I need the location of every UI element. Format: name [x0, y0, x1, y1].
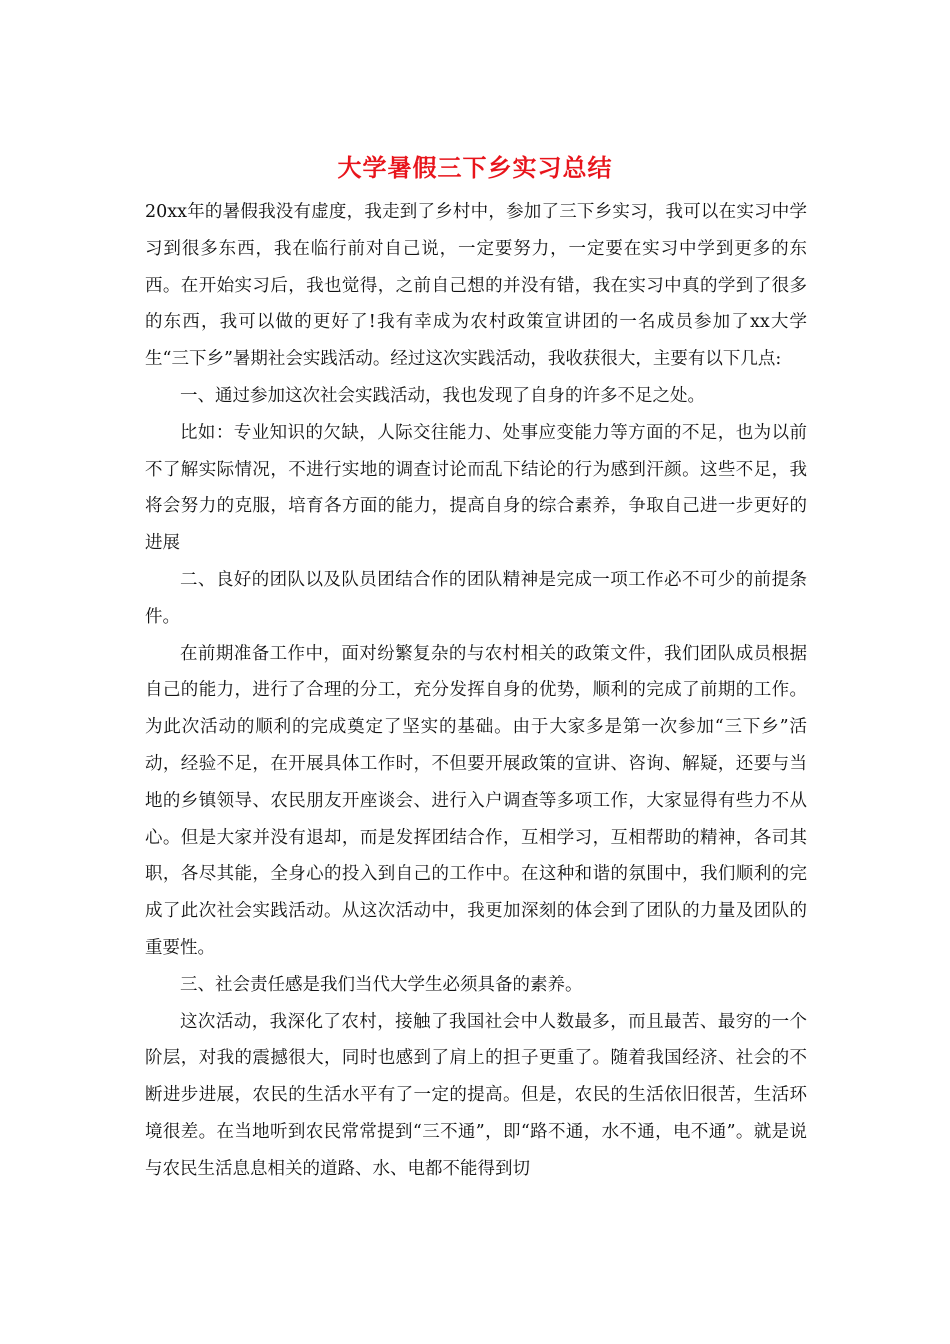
paragraph-point-three-body: 这次活动，我深化了农村，接触了我国社会中人数最多，而且最苦、最穷的一个阶层，对我的震撼很大，同时也感到了肩上的担子更重了。随着我国经济、社会的不断进步进展，农民的生活水平有了一定的提高。但是，农民的生活依旧很苦，生活环境很差。在当地听到农民常常提到“三不通”，即“路不通，水不通，电不通”。就是说与农民生活息息相关的道路、水、电都不能得到切 [145, 1011, 807, 1179]
paragraph-point-one-heading: 一、通过参加这次社会实践活动，我也发现了自身的许多不足之处。 [180, 385, 705, 406]
document-title: 大学暑假三下乡实习总结 [337, 153, 613, 182]
paragraph-point-one-body: 比如：专业知识的欠缺，人际交往能力、处事应变能力等方面的不足，也为以前不了解实际情况，不进行实地的调查讨论而乱下结论的行为感到汗颜。这些不足，我将会努力的克服，培育各方面的能力，提高自身的综合素养，争取自己进一步更好的进展 [145, 422, 807, 554]
paragraph-point-two-body: 在前期准备工作中，面对纷繁复杂的与农村相关的政策文件，我们团队成员根据自己的能力，进行了合理的分工，充分发挥自身的优势，顺利的完成了前期的工作。为此次活动的顺利的完成奠定了坚实的基础。由于大家多是第一次参加“三下乡”活动，经验不足，在开展具体工作时，不但要开展政策的宣讲、咨询、解疑，还要与当地的乡镇领导、农民朋友开座谈会、进行入户调查等多项工作，大家显得有些力不从心。但是大家并没有退却，而是发挥团结合作，互相学习，互相帮助的精神，各司其职，各尽其能，全身心的投入到自己的工作中。在这种和谐的氛围中，我们顺利的完成了此次社会实践活动。从这次活动中，我更加深刻的体会到了团队的力量及团队的重要性。 [145, 643, 807, 958]
paragraph-point-three-heading: 三、社会责任感是我们当代大学生必须具备的素养。 [180, 974, 583, 995]
document-body [145, 194, 807, 1188]
paragraph-intro: 20xx年的暑假我没有虚度，我走到了乡村中，参加了三下乡实习，我可以在实习中学习到很多东西，我在临行前对自己说，一定要努力，一定要在实习中学到更多的东西。在开始实习后，我也觉得，之前自己想的并没有错，我在实习中真的学到了很多的东西，我可以做的更好了!我有幸成为农村政策宣讲团的一名成员参加了xx大学生“三下乡”暑期社会实践活动。经过这次实践活动，我收获很大，主要有以下几点: [145, 202, 807, 370]
paragraph-point-two-heading: 二、良好的团队以及队员团结合作的团队精神是完成一项工作必不可少的前提条件。 [145, 569, 807, 627]
